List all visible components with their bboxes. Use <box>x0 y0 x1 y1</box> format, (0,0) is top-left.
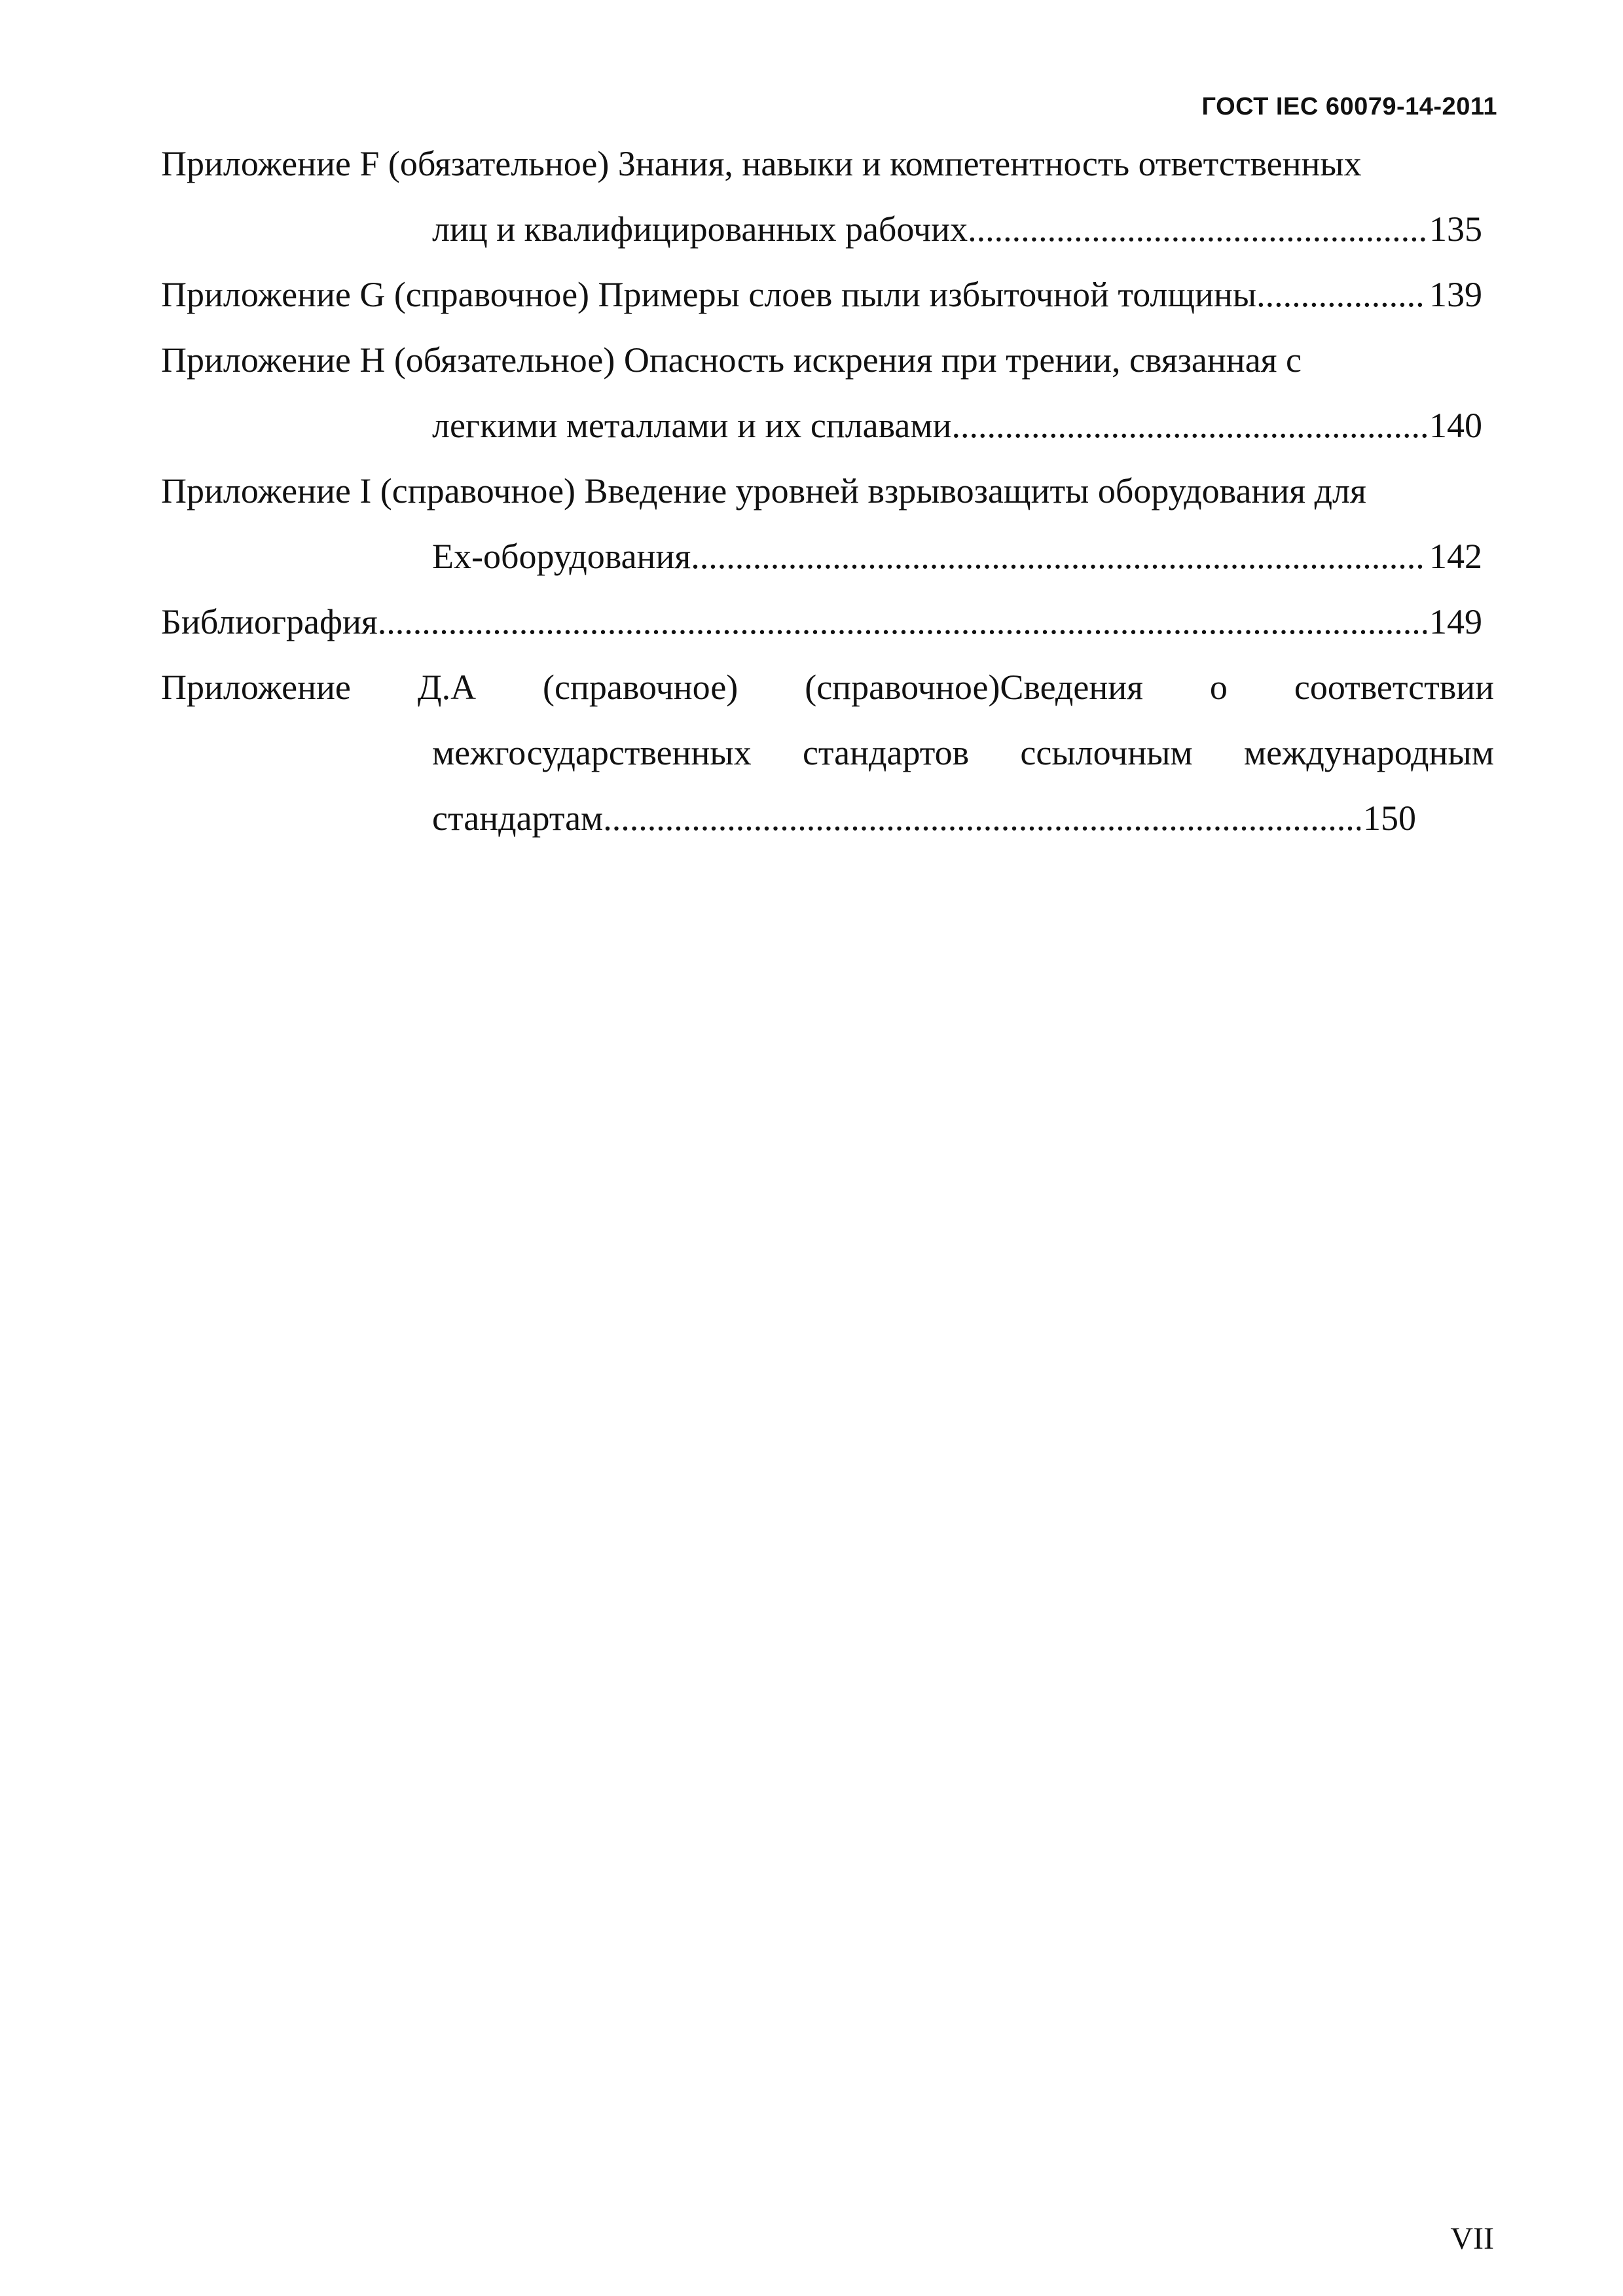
dot-leader <box>691 524 1427 589</box>
toc-entry-da-line3[interactable] <box>161 785 1416 851</box>
toc-entry-bibliography[interactable] <box>161 589 1482 655</box>
toc-page-number: 149 <box>1429 602 1482 641</box>
toc-entry-i-line2[interactable] <box>161 524 1482 589</box>
toc-entry-text: легкими металлами и их сплавами <box>432 406 952 445</box>
toc-entry-da-line1[interactable]: Приложение Д.А (справочное) (справочное)Сведения о соответствии <box>161 668 1494 707</box>
document-code: ГОСТ IEC 60079-14-2011 <box>1201 93 1497 120</box>
toc-entry-h-line1[interactable]: Приложение H (обязательное) Опасность искрения при трении, связанная с <box>161 340 1302 380</box>
toc-entry-da-line2[interactable]: межгосударственных стандартов ссылочным международным <box>432 733 1494 772</box>
dot-leader <box>968 196 1427 262</box>
toc-entry-f-line1[interactable]: Приложение F (обязательное) Знания, навыки и компетентность ответственных <box>161 144 1362 183</box>
toc-page-number: 142 <box>1429 537 1482 576</box>
toc-entry-text: лиц и квалифицированных рабочих <box>432 209 968 249</box>
toc-page-number: 150 <box>1363 798 1416 838</box>
dot-leader <box>378 589 1427 655</box>
toc-entry-text: стандартам <box>432 798 604 838</box>
toc-entry-text: Библиография <box>161 602 378 641</box>
toc-page-number: 135 <box>1429 209 1482 249</box>
toc-page-number: 140 <box>1429 406 1482 445</box>
dot-leader <box>951 393 1427 458</box>
dot-leader <box>1256 262 1427 327</box>
toc-entry-g[interactable] <box>161 262 1482 327</box>
toc-entry-h-line2[interactable] <box>161 393 1482 458</box>
toc-entry-text: Ex-оборудования <box>432 537 691 576</box>
toc-page-number: 139 <box>1429 275 1482 314</box>
dot-leader <box>603 785 1360 851</box>
toc-entry-i-line1[interactable]: Приложение I (справочное) Введение уровней взрывозащиты оборудования для <box>161 471 1366 511</box>
toc-entry-text: Приложение G (справочное) Примеры слоев пыли избыточной толщины <box>161 275 1257 314</box>
toc-entry-f-line2[interactable] <box>161 196 1482 262</box>
page-number: VII <box>1450 2221 1494 2256</box>
table-of-contents <box>161 131 1494 851</box>
